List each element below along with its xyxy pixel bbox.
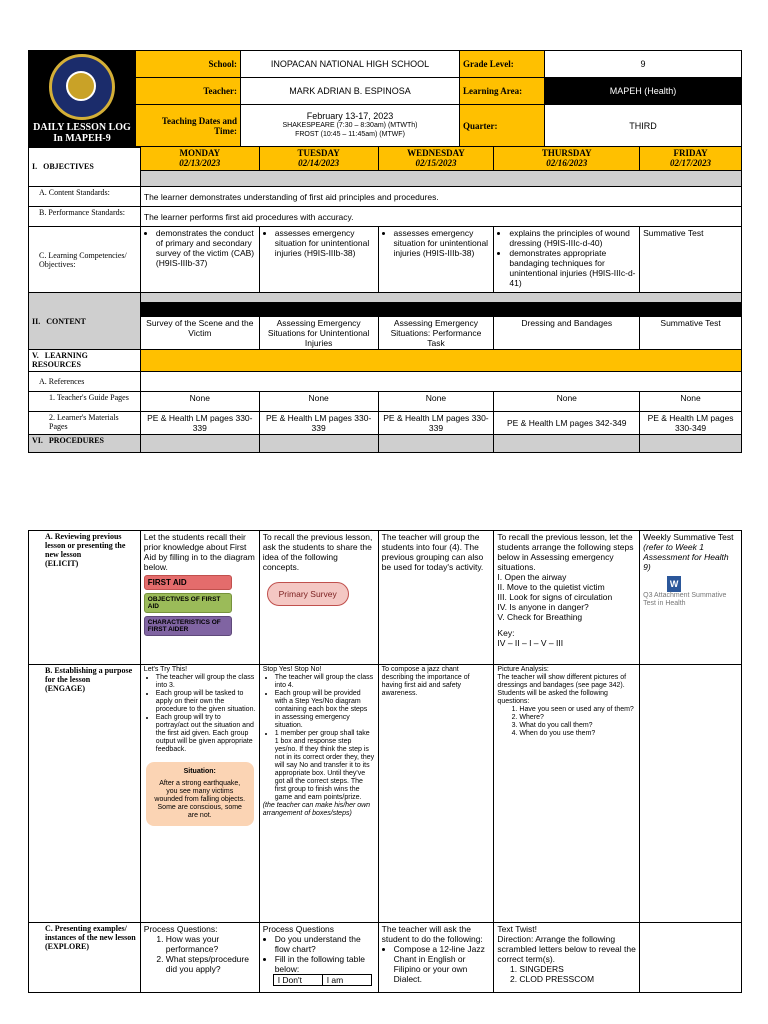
section-number: VI. [32, 436, 43, 445]
question-item: 1. How was your performance? [166, 934, 256, 954]
tg-pages-label: 1. Teacher's Guide Pages [29, 392, 141, 412]
competency-item: • demonstrates appropriate bandaging techniques for unintentional injuries (H9IS-IIIc-d-41) [509, 248, 636, 288]
question-item: 3. What do you call them? [519, 722, 636, 730]
performance-standards-label: B. Performance Standards: [29, 207, 141, 227]
scrambled-word: 2. CLOD PRESSCOM [519, 974, 636, 984]
procedures-bar [378, 435, 494, 453]
presenting-mon [140, 923, 259, 993]
scrambled-word: 1. SINGDERS [519, 964, 636, 974]
day-date: 02/13/2023 [179, 158, 221, 168]
question-item: • Fill in the following table below: [275, 954, 375, 974]
tg-pages-mon: None [140, 392, 259, 412]
competency-mon [140, 227, 259, 293]
competency-fri: Summative Test [640, 227, 742, 293]
step-item: IV. Is anyone in danger? [497, 602, 589, 612]
review-tag: (ELICIT) [45, 559, 79, 568]
dates-line: February 13-17, 2023 [306, 111, 394, 122]
competency-item: • assesses emergency situation for unintentional injuries (H9IS-IIIb-38) [394, 228, 491, 258]
presenting-fri [640, 923, 742, 993]
day-date: 02/16/2023 [546, 158, 588, 168]
process-title: Process Questions: [143, 924, 218, 934]
area-label: Learning Area: [460, 77, 545, 104]
activity-item: • Each group will be tasked to apply on their own the procedure to the given situation. [156, 690, 256, 714]
school-label: School: [136, 51, 241, 78]
primary-survey-oval: Primary Survey [267, 582, 349, 606]
presenting-tag: (EXPLORE) [45, 942, 89, 951]
activity-item: • 1 member per group shall take 1 box and response step yes/no. If they think the step is not in its correct order they, they will say No and transfer it to its appropriate box. Until they've got all the correct steps. The first group to finish wins the game and earn points/prize. [275, 730, 375, 802]
activity-title: Let's Try This! [143, 666, 188, 673]
lm-pages-tue: PE & Health LM pages 330-339 [259, 412, 378, 435]
content-standards-text: The learner demonstrates understanding of first aid principles and procedures. [140, 187, 741, 207]
presenting-wed [378, 923, 494, 993]
quarter-label: Quarter: [460, 104, 545, 147]
activity-item: • Each group will be provided with a Step Yes/No diagram containing each box the steps in assessing emergency situation. [275, 690, 375, 730]
day-header-thu [494, 147, 640, 171]
deped-seal-icon [49, 54, 115, 120]
content-standards-label: A. Content Standards: [29, 187, 141, 207]
header-table [28, 50, 742, 148]
deped-logo-cell [29, 51, 136, 148]
procedures-bar [259, 435, 378, 453]
step-item: I. Open the airway [497, 572, 567, 582]
activity-item: • The teacher will group the class into 3. [156, 674, 256, 690]
step-item: III. Look for signs of circulation [497, 592, 613, 602]
section-number: I. [32, 162, 38, 171]
summative-note: (refer to Week 1 Assessment for Health 9) [643, 542, 729, 572]
presenting-thu [494, 923, 640, 993]
competency-item: • demonstrates the conduct of primary and secondary survey of the victim (CAB) (H9IS-IIIb-37) [156, 228, 256, 268]
content-black-bar [140, 303, 741, 317]
day-date: 02/15/2023 [415, 158, 457, 168]
review-mon [140, 531, 259, 665]
presenting-label-cell [29, 923, 141, 993]
review-label: A. Reviewing previous lesson or presenting the new lesson [45, 532, 126, 559]
content-fri: Summative Test [640, 317, 742, 350]
establish-label-cell [29, 665, 141, 923]
activity-title: Text Twist! [497, 924, 537, 934]
situation-title: Situation: [183, 768, 216, 775]
question-item: 4. When do you use them? [519, 730, 636, 738]
task-item: • Compose a 12-line Jazz Chant in English or Filipino or your own Dialect. [394, 944, 491, 984]
activity-title: Picture Analysis: [497, 666, 549, 673]
resources-gold-bar [140, 350, 741, 372]
section-title: OBJECTIVES [43, 162, 94, 171]
activity-item: • Each group will try to portray/act out the situation and the first aid given. Each group output will be given appropriate feedback. [156, 714, 256, 754]
review-thu-intro: To recall the previous lesson, let the students arrange the following steps below in Assessing emergency situations. [497, 532, 634, 572]
competency-item: • explains the principles of wound dressing (H9IS-IIIc-d-40) [509, 228, 636, 248]
dates-label: Teaching Dates and Time: [136, 104, 241, 147]
day-name: WEDNESDAY [407, 148, 465, 158]
lm-pages-mon: PE & Health LM pages 330-339 [140, 412, 259, 435]
review-tue [259, 531, 378, 665]
content-wed: Assessing Emergency Situations: Performance Task [378, 317, 494, 350]
grade-value: 9 [545, 51, 742, 78]
competencies-label: C. Learning Competencies/ Objectives: [29, 227, 141, 293]
tg-pages-tue: None [259, 392, 378, 412]
question-item: 2. What steps/procedure did you apply? [166, 954, 256, 974]
references-label: A. References [29, 372, 141, 392]
key-label: Key: [497, 628, 515, 638]
procedures-heading [29, 435, 141, 453]
objectives-gray-bar [140, 171, 741, 187]
table-col-am: I am [323, 974, 372, 986]
question-item: 1. Have you seen or used any of them? [519, 706, 636, 714]
establish-label: B. Establishing a purpose for the lesson [45, 666, 133, 684]
objectives-heading [29, 147, 141, 187]
day-header-mon [140, 147, 259, 171]
situation-box [146, 762, 254, 826]
process-title: Process Questions [262, 924, 335, 934]
establish-mon [140, 665, 259, 923]
day-name: THURSDAY [541, 148, 592, 158]
competency-wed [378, 227, 494, 293]
step-item: II. Move to the quietist victim [497, 582, 605, 592]
question-item: • Do you understand the flow chart? [275, 934, 375, 954]
tg-pages-thu: None [494, 392, 640, 412]
question-item: 2. Where? [519, 714, 636, 722]
key-value: IV – II – I – V – III [497, 638, 564, 648]
section-number: II. [32, 316, 41, 326]
procedures-bar [640, 435, 742, 453]
teacher-label: Teacher: [136, 77, 241, 104]
performance-standards-text: The learner performs first aid procedures with accuracy. [140, 207, 741, 227]
competency-tue [259, 227, 378, 293]
teacher-note: (the teacher can make his/her own arrangement of boxes/steps) [262, 802, 371, 817]
content-mon: Survey of the Scene and the Victim [140, 317, 259, 350]
activity-intro: The teacher will show different pictures of dressings and bandages (see page 342). Students will be asked the following questions: [497, 674, 627, 705]
school-value: INOPACAN NATIONAL HIGH SCHOOL [241, 51, 460, 78]
section-number: V. [32, 351, 39, 360]
schedule-line-1: SHAKESPEARE (7:30 – 8:30am) (MTWTh) [282, 122, 418, 130]
content-heading [29, 293, 141, 350]
tg-pages-fri: None [640, 392, 742, 412]
attachment-filename[interactable]: Q3 Attachment Summative Test in Health [643, 592, 727, 607]
content-gray-bar [140, 293, 741, 303]
activity-item: • The teacher will group the class into 4. [275, 674, 375, 690]
establish-wed: To compose a jazz chant describing the importance of having first aid and safety awareness. [378, 665, 494, 923]
teacher-value: MARK ADRIAN B. ESPINOSA [241, 77, 460, 104]
review-thu [494, 531, 640, 665]
lesson-table-top [28, 146, 742, 453]
establish-thu [494, 665, 640, 923]
log-subtitle: In MAPEH-9 [53, 133, 111, 144]
competency-thu [494, 227, 640, 293]
grade-label: Grade Level: [460, 51, 545, 78]
quarter-value: THIRD [545, 104, 742, 147]
procedures-bar [494, 435, 640, 453]
day-name: TUESDAY [297, 148, 340, 158]
objectives-box: OBJECTIVES OF FIRST AID [144, 593, 232, 613]
presenting-label: C. Presenting examples/ instances of the new lesson [45, 924, 136, 942]
establish-fri [640, 665, 742, 923]
dates-value [241, 104, 460, 147]
section-title: PROCEDURES [48, 436, 105, 445]
word-file-icon[interactable]: W [667, 576, 681, 592]
resources-heading [29, 350, 141, 372]
competency-item: • assesses emergency situation for unintentional injuries (H9IS-IIIb-38) [275, 228, 375, 258]
day-name: MONDAY [179, 148, 221, 158]
step-item: V. Check for Breathing [497, 612, 583, 622]
review-label-cell [29, 531, 141, 665]
day-date: 02/14/2023 [298, 158, 340, 168]
presenting-wed-intro: The teacher will ask the student to do the following: [381, 924, 483, 944]
lm-pages-label: 2. Learner's Materials Pages [29, 412, 141, 435]
content-thu: Dressing and Bandages [494, 317, 640, 350]
characteristics-box: CHARACTERISTICS OF FIRST AIDER [144, 616, 232, 636]
lm-pages-wed: PE & Health LM pages 330-339 [378, 412, 494, 435]
day-date: 02/17/2023 [670, 158, 712, 168]
lesson-table-procedures [28, 530, 742, 993]
log-title: DAILY LESSON LOG [33, 122, 131, 133]
lm-pages-thu: PE & Health LM pages 342-349 [494, 412, 640, 435]
lm-pages-fri: PE & Health LM pages 330-349 [640, 412, 742, 435]
section-title: LEARNING RESOURCES [32, 351, 88, 369]
day-header-fri [640, 147, 742, 171]
establish-tag: (ENGAGE) [45, 684, 85, 693]
establish-tue [259, 665, 378, 923]
dont-am-table [273, 974, 375, 986]
area-value: MAPEH (Health) [545, 77, 742, 104]
day-header-wed [378, 147, 494, 171]
review-fri [640, 531, 742, 665]
content-tue: Assessing Emergency Situations for Unintentional Injuries [259, 317, 378, 350]
review-mon-text: Let the students recall their prior knowledge about First Aid by filling in to the diagram below. [143, 532, 255, 572]
day-name: FRIDAY [673, 148, 708, 158]
situation-text: After a strong earthquake, you see many victims wounded from falling objects. Some are conscious, some are not. [154, 780, 246, 819]
first-aid-box: FIRST AID [144, 575, 232, 590]
schedule-line-2: FROST (10:45 – 11:45am) (MTWF) [295, 131, 405, 139]
section-title: CONTENT [46, 316, 86, 326]
review-wed: The teacher will group the students into four (4). The previous grouping can also be used for today's activity. [378, 531, 494, 665]
table-col-dont: I Don't [273, 974, 323, 986]
activity-title: Stop Yes! Stop No! [262, 666, 322, 673]
summative-title: Weekly Summative Test [643, 532, 734, 542]
tg-pages-wed: None [378, 392, 494, 412]
references-cell [140, 372, 741, 392]
day-header-tue [259, 147, 378, 171]
presenting-tue [259, 923, 378, 993]
procedures-bar [140, 435, 259, 453]
review-tue-text: To recall the previous lesson, ask the students to share the idea of the following concepts. [262, 532, 373, 572]
activity-direction: Direction: Arrange the following scrambled letters below to reveal the correct term(s). [497, 934, 636, 964]
